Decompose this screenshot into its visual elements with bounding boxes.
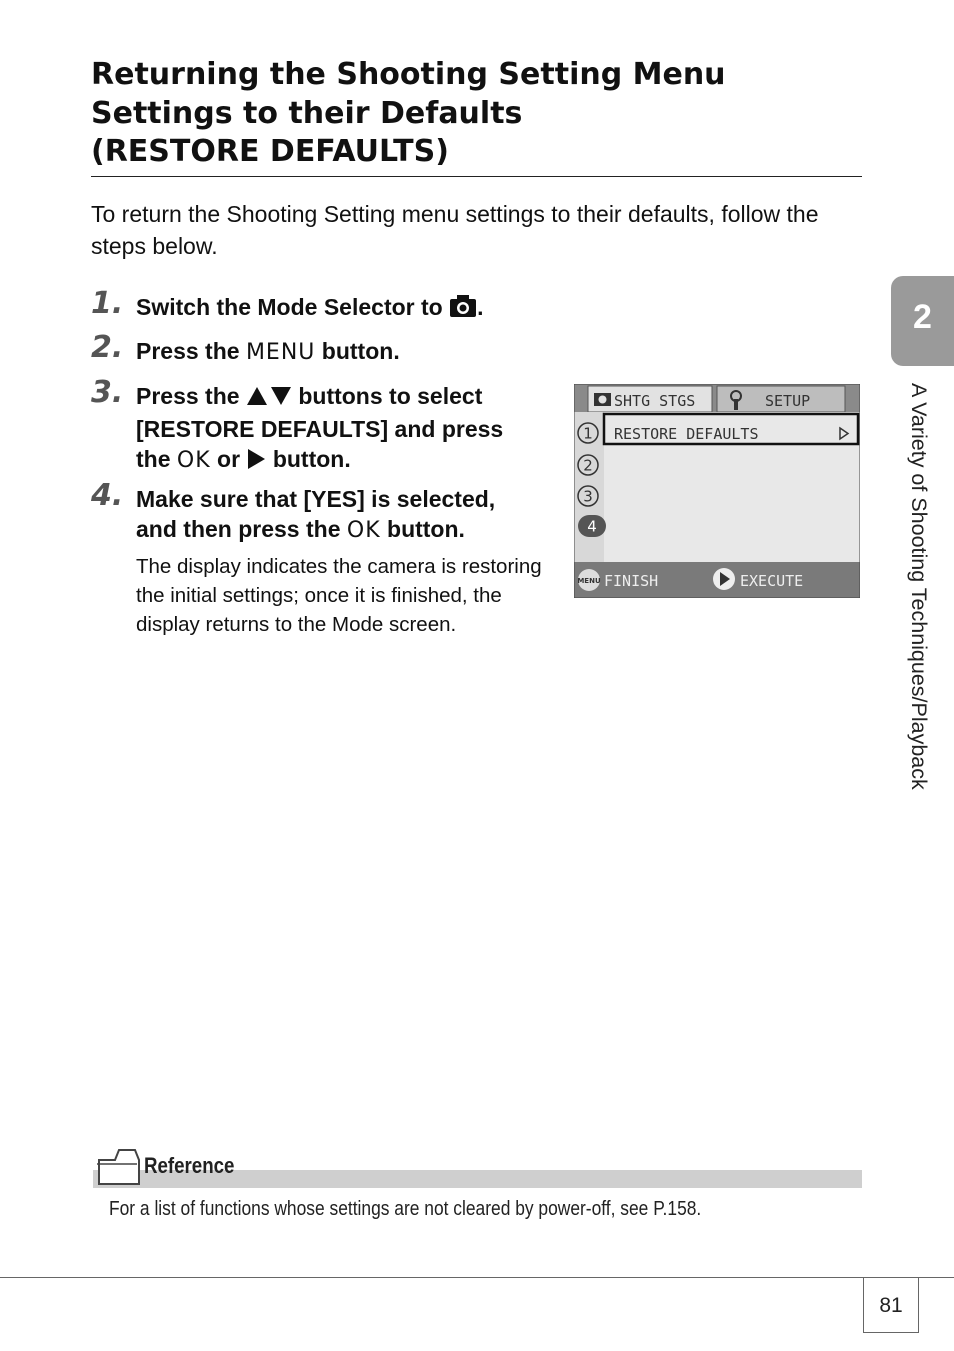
step-text: Make sure that [YES] is selected, <box>136 486 496 512</box>
lcd-page-number: 1 <box>583 424 593 443</box>
lcd-finish: FINISH <box>604 572 659 590</box>
page-title-line: (RESTORE DEFAULTS) <box>91 134 449 169</box>
lcd-tab-setup: SETUP <box>765 392 811 410</box>
page-number: 81 <box>879 1294 903 1317</box>
step-text: Switch the Mode Selector to <box>136 294 443 320</box>
step-text-suffix: . <box>477 294 484 320</box>
step-note: The display indicates the camera is restoring the initial settings; once it is finished, the display returns to the Mode screen. <box>136 555 542 636</box>
lcd-page-number: 3 <box>583 487 593 506</box>
lcd-tab-shooting: SHTG STGS <box>614 392 696 410</box>
page-title-line: Settings to their Defaults <box>91 95 523 131</box>
reference-text: For a list of functions whose settings are not cleared by power-off, see P.158. <box>109 1198 702 1220</box>
camera-icon <box>449 294 477 325</box>
right-triangle-icon <box>246 447 266 477</box>
step-text: [RESTORE DEFAULTS] and press <box>136 416 504 442</box>
step-text: button. <box>387 516 465 542</box>
step-text: Press the <box>136 383 240 409</box>
step-3 <box>91 375 561 477</box>
step-instruction <box>136 484 561 546</box>
step-text: and then press the <box>136 516 341 542</box>
intro-paragraph: To return the Shooting Setting menu settings to their defaults, follow the steps below. <box>91 201 819 259</box>
step-text: buttons to select <box>298 383 483 409</box>
page-title <box>91 56 861 172</box>
chapter-label: A Variety of Shooting Techniques/Playback <box>907 383 931 790</box>
lcd-page-number: 4 <box>587 517 597 536</box>
ok-button-label: OK <box>176 448 211 473</box>
step-number: 3. <box>91 375 124 410</box>
lcd-menu-item: RESTORE DEFAULTS <box>614 425 759 443</box>
ok-button-label: OK <box>346 518 381 543</box>
step-2 <box>91 330 561 368</box>
camera-icon <box>594 393 611 406</box>
step-1 <box>91 286 561 325</box>
lcd-page-number: 2 <box>583 456 593 475</box>
step-number: 4. <box>91 478 124 513</box>
lcd-menu-badge: MENU <box>577 577 601 585</box>
step-number: 1. <box>91 286 124 321</box>
up-down-triangle-icon <box>246 384 292 414</box>
step-text: or <box>217 446 241 472</box>
camera-lcd-screenshot <box>574 384 860 598</box>
menu-button-label: MENU <box>245 340 316 365</box>
step-number: 2. <box>91 330 124 365</box>
page-title-line: Returning the Shooting Setting Menu <box>91 57 726 92</box>
step-text: Press the <box>136 338 240 364</box>
step-text: button. <box>321 338 400 364</box>
step-instruction <box>136 336 561 368</box>
step-4 <box>91 478 561 639</box>
reference-note-icon <box>95 1146 145 1188</box>
title-divider <box>91 176 862 177</box>
chapter-number: 2 <box>913 298 932 336</box>
step-instruction <box>136 381 561 477</box>
lcd-execute: EXECUTE <box>740 572 804 590</box>
step-instruction <box>136 292 561 325</box>
reference-label: Reference <box>144 1153 235 1178</box>
step-text: the <box>136 446 171 472</box>
footer-divider <box>0 1277 954 1278</box>
step-text: button. <box>272 446 351 472</box>
